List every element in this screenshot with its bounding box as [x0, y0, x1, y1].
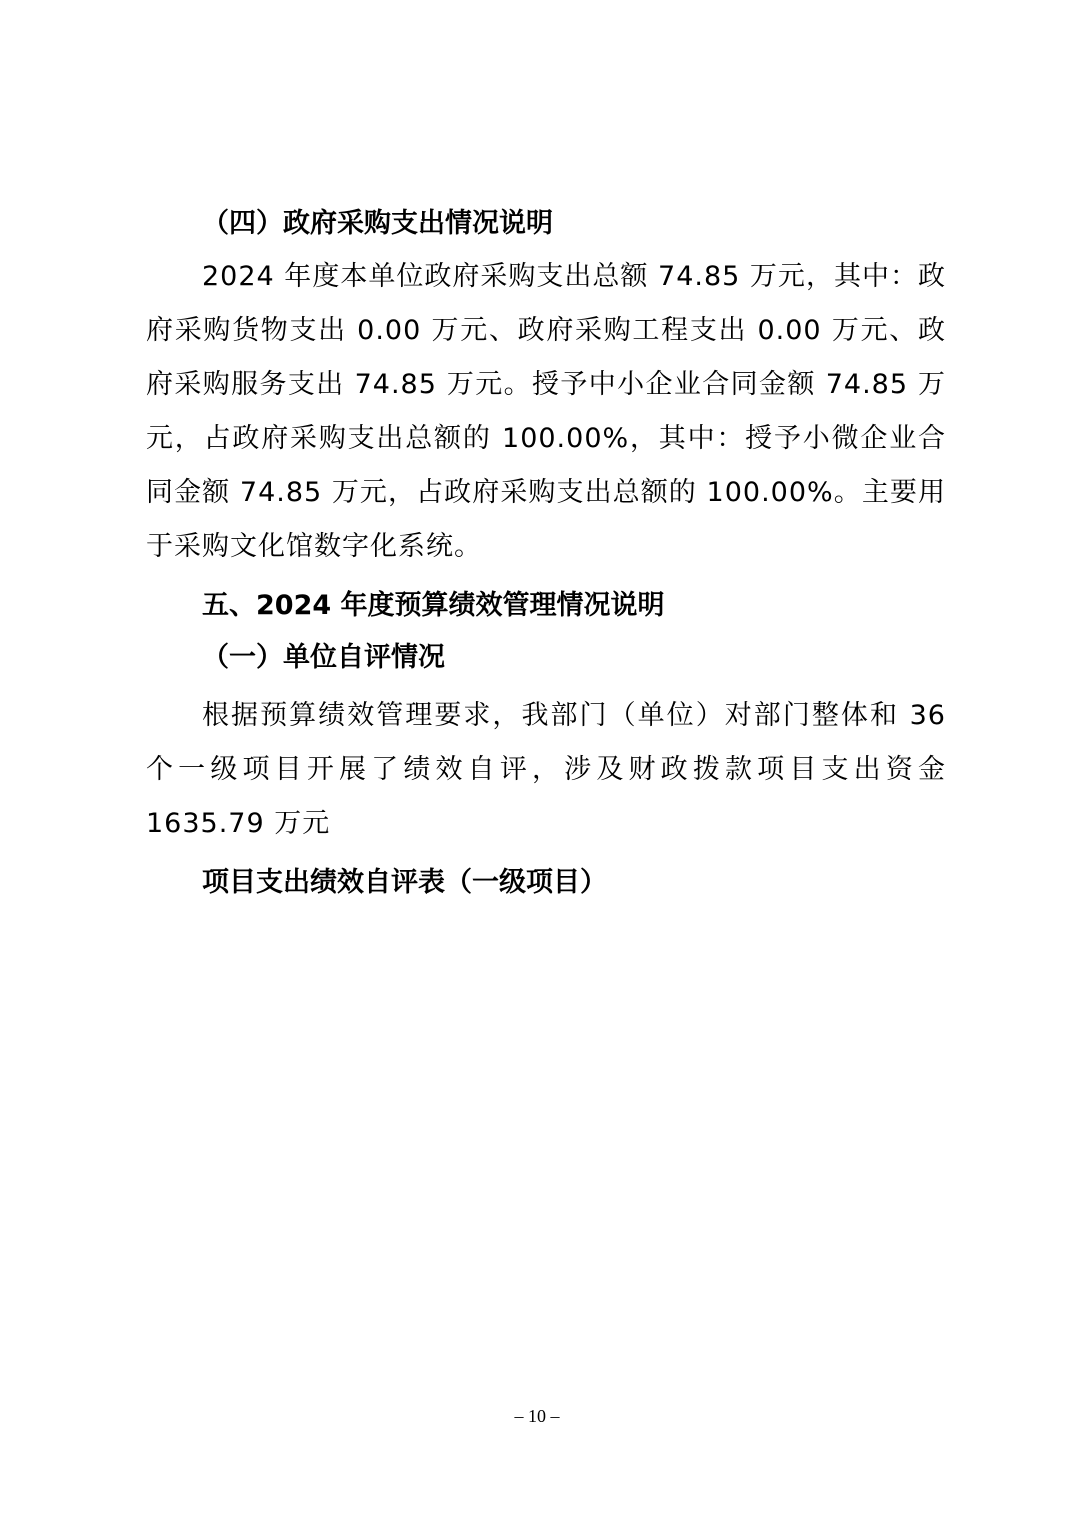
- procurement-paragraph: 2024 年度本单位政府采购支出总额 74.85 万元，其中：政府采购货物支出 0.00 万元、政府采购工程支出 0.00 万元、政府采购服务支出 74.85 万元。授予中小企业合同金额 74.85 万元，占政府采购支出总额的 100.00%，其中：授予小微企业合同金额 74.85 万元，占政府采购支出总额的 100.00%。主要用于采购文化馆数字化系统。: [146, 261, 946, 562]
- section-heading-performance: 五、2024 年度预算绩效管理情况说明: [202, 590, 665, 621]
- page-content: [146, 198, 946, 909]
- page-number: – 10 –: [514, 1406, 560, 1426]
- section-heading-procurement: （四）政府采购支出情况说明: [202, 208, 553, 239]
- sub-heading-self-evaluation: （一）单位自评情况: [202, 642, 445, 673]
- self-evaluation-paragraph: 根据预算绩效管理要求，我部门（单位）对部门整体和 36 个一级项目开展了绩效自评，涉及财政拨款项目支出资金 1635.79 万元: [146, 700, 946, 839]
- table-title: 项目支出绩效自评表（一级项目）: [202, 867, 607, 898]
